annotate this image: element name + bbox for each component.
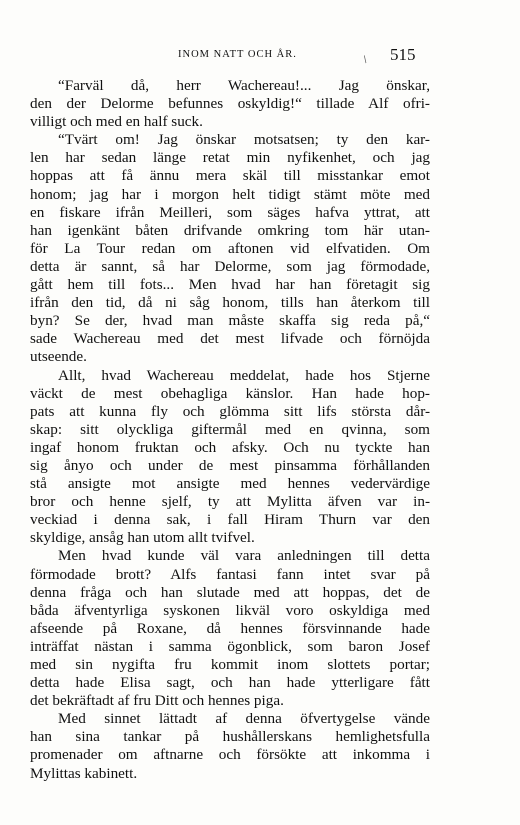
- text-line: “Farväl då, herr Wachereau!... Jag önskar,: [58, 77, 430, 94]
- text-line: sade Wachereau med det mest lifvade och förnöjda: [30, 330, 430, 348]
- text-line: detta hade Elisa sagt, och han hade ytterligare fått: [30, 674, 430, 692]
- text-line: inträffat nästan i samma ögonblick, som baron Josef: [30, 637, 430, 655]
- text-line: skyldige, ansåg han utom allt tvifvel.: [30, 529, 255, 547]
- text-line: len har sedan länge retat min nyfikenhet, och jag: [30, 149, 430, 167]
- text-line: villigt och med en half suck.: [30, 113, 203, 131]
- text-line: gått hem till fots... Men hvad har han företagit sig: [30, 276, 430, 294]
- paragraph: [30, 710, 430, 782]
- text-line: sig ånyo och under de mest pinsamma förhållanden: [30, 456, 430, 474]
- text-line: ingaf honom fruktan och afsky. Och nu tyckte han: [30, 438, 430, 456]
- text-line: väckt de mest obehagliga känslor. Han hade hop-: [30, 384, 430, 402]
- text-line: hoppas att få ännu mera skäl till misstankar emot: [30, 167, 430, 185]
- text-line: båda äfventyrliga syskonen likväl voro oskyldiga med: [30, 601, 430, 619]
- page-number: 515: [390, 45, 416, 64]
- paragraph: [30, 131, 430, 366]
- text-line: stå ansigte mot ansigte med hennes vedervärdige: [30, 475, 430, 493]
- text-line: afseende på Roxane, då hennes försvinnande hade: [30, 619, 430, 637]
- text-line: skap: sitt olyckliga giftermål med en qvinna, som: [30, 420, 430, 438]
- text-line: den der Delorme befunnes oskyldig!“ tillade Alf ofri-: [30, 95, 430, 113]
- text-line: Allt, hvad Wachereau meddelat, hade hos Stjerne: [58, 366, 430, 384]
- text-line: “Tvärt om! Jag önskar motsatsen; ty den kar-: [58, 131, 430, 149]
- text-line: Med sinnet lättadt af denna öfvertygelse vände: [58, 710, 430, 728]
- text-line: det bekräftadt af fru Ditt och hennes piga.: [30, 692, 284, 710]
- text-line: Mylittas kabinett.: [30, 764, 138, 782]
- text-line: byn? Se der, hvad man måste skaffa sig reda på,“: [30, 312, 430, 330]
- text-line: bror och henne sjelf, ty att Mylitta äfven var in-: [30, 493, 430, 511]
- paragraph: [30, 367, 430, 548]
- text-line: honom; jag har i morgon helt tidigt stämt möte med: [30, 185, 430, 203]
- text-line: en fiskare ifrån Meilleri, som säges hafva yttrat, att: [30, 203, 430, 221]
- pencil-mark: /: [361, 54, 370, 66]
- text-line: för La Tour redan om aftonen vid elfvatiden. Om: [30, 239, 430, 257]
- text-line: han igenkänt båten drifvande omkring tom här utan-: [30, 221, 430, 239]
- text-line: veckiad i denna sak, i fall Hiram Thurn var den: [30, 511, 430, 529]
- text-line: utseende.: [30, 348, 87, 366]
- text-line: detta är sannt, så har Delorme, som jag förmodade,: [30, 257, 430, 275]
- text-line: pats att kunna fly och glömma sitt lifs största dår-: [30, 402, 430, 420]
- text-line: med sin nygifta fru kommit inom slottets portar;: [30, 656, 430, 673]
- text-line: förmodade brott? Alfs fantasi fann intet svar på: [30, 565, 430, 583]
- paragraph: [30, 547, 430, 710]
- text-line: promenader om aftnarne och försökte att inkomma i: [30, 746, 430, 764]
- text-line: Men hvad kunde väl vara anledningen till detta: [58, 547, 430, 565]
- body-text: [30, 77, 430, 783]
- running-title: INOM NATT OCH ÅR.: [178, 49, 297, 60]
- text-line: denna fråga och han slutade med att hoppas, det de: [30, 583, 430, 601]
- paragraph: [30, 77, 430, 131]
- text-line: han sina tankar på hushållerskans hemlighetsfulla: [30, 728, 430, 746]
- text-line: ifrån den tid, då ni såg honom, tills han återkom till: [30, 294, 430, 312]
